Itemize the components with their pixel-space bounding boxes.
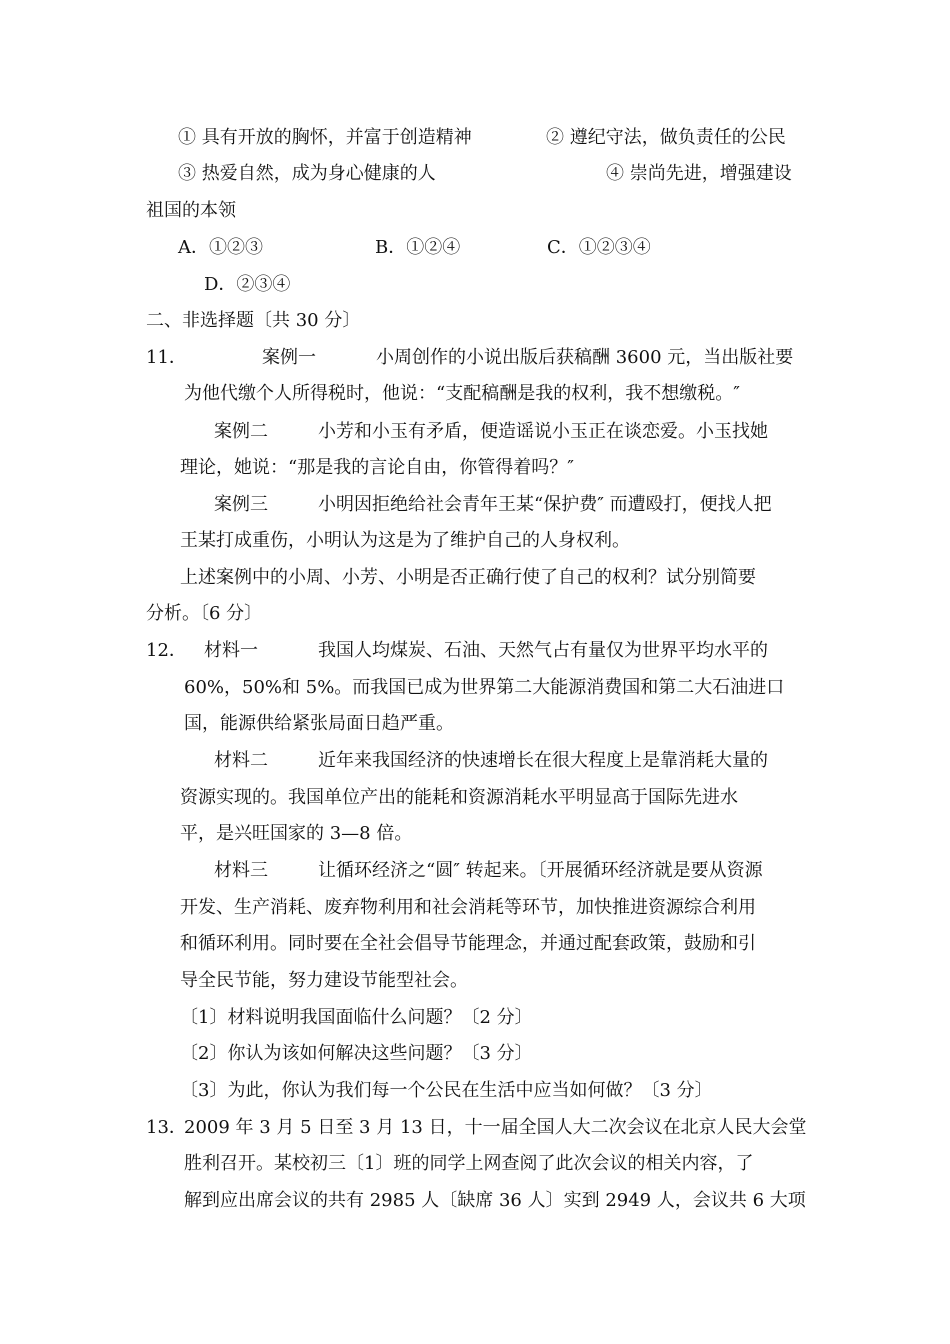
material-3-text: 让循环经济之“圆″ 转起来。〔开展循环经济就是要从资源 [318, 860, 763, 881]
case-2-text-2: 理论，她说：“那是我的言论自由，你管得着吗？″ [180, 457, 574, 478]
option-3: ③ 热爱自然，成为身心健康的人 [178, 163, 436, 184]
material-1-label: 材料一 [204, 640, 258, 661]
material-1-text-3: 国，能源供给紧张局面日趋严重。 [184, 713, 454, 734]
case-1-text-2: 为他代缴个人所得税时，他说：“支配稿酬是我的权利，我不想缴税。″ [184, 383, 740, 404]
case-2-text: 小芳和小玉有矛盾，便造谣说小玉正在谈恋爱。小玉找她 [318, 421, 768, 442]
material-2-text-3: 平，是兴旺国家的 3—8 倍。 [180, 823, 413, 844]
material-2-label: 材料二 [214, 750, 268, 771]
sub-question-1: 〔1〕材料说明我国面临什么问题？〔2 分〕 [180, 1007, 533, 1028]
choice-b: B．①②④ [375, 237, 461, 258]
material-3-label: 材料三 [214, 860, 268, 881]
case-1-label: 案例一 [262, 347, 316, 368]
option-4-continued: 祖国的本领 [146, 200, 236, 221]
case-3-text: 小明因拒绝给社会青年王某“保护费″ 而遭殴打，便找人把 [318, 494, 772, 515]
question-number-11: 11． [146, 347, 187, 368]
case-3-text-2: 王某打成重伤，小明认为这是为了维护自己的人身权利。 [180, 530, 630, 551]
choice-d: D．②③④ [204, 274, 291, 295]
case-1-text: 小周创作的小说出版后获稿酬 3600 元，当出版社要 [376, 347, 794, 368]
question-11-prompt-2: 分析。〔6 分〕 [146, 603, 263, 624]
sub-question-3: 〔3〕为此，你认为我们每一个公民在生活中应当如何做？〔3 分〕 [180, 1080, 713, 1101]
case-3-label: 案例三 [214, 494, 268, 515]
option-1: ① 具有开放的胸怀，并富于创造精神 [178, 127, 472, 148]
question-13-text-3: 解到应出席会议的共有 2985 人〔缺席 36 人〕实到 2949 人，会议共 6 大项 [184, 1190, 806, 1211]
material-3-text-3: 和循环利用。同时要在全社会倡导节能理念，并通过配套政策，鼓励和引 [180, 933, 756, 954]
choice-c: C．①②③④ [547, 237, 651, 258]
option-4: ④ 崇尚先进，增强建设 [606, 163, 792, 184]
question-13-text-2: 胜利召开。某校初三〔1〕班的同学上网查阅了此次会议的相关内容，了 [184, 1153, 754, 1174]
sub-question-2: 〔2〕你认为该如何解决这些问题？〔3 分〕 [180, 1043, 533, 1064]
material-1-text: 我国人均煤炭、石油、天然气占有量仅为世界平均水平的 [318, 640, 768, 661]
question-number-13: 13． [146, 1117, 187, 1138]
material-2-text: 近年来我国经济的快速增长在很大程度上是靠消耗大量的 [318, 750, 768, 771]
case-2-label: 案例二 [214, 421, 268, 442]
question-number-12: 12． [146, 640, 187, 661]
section-heading: 二、非选择题〔共 30 分〕 [146, 310, 361, 331]
question-13-text: 2009 年 3 月 5 日至 3 月 13 日，十一届全国人大二次会议在北京人民大会堂 [184, 1117, 807, 1138]
question-11-prompt: 上述案例中的小周、小芳、小明是否正确行使了自己的权利？试分别简要 [180, 567, 756, 588]
choice-a: A．①②③ [178, 237, 263, 258]
material-3-text-2: 开发、生产消耗、废弃物利用和社会消耗等环节，加快推进资源综合利用 [180, 897, 756, 918]
material-1-text-2: 60%，50%和 5%。而我国已成为世界第二大能源消费国和第二大石油进口 [184, 677, 785, 698]
material-2-text-2: 资源实现的。我国单位产出的能耗和资源消耗水平明显高于国际先进水 [180, 787, 738, 808]
option-2: ② 遵纪守法，做负责任的公民 [546, 127, 786, 148]
material-3-text-4: 导全民节能，努力建设节能型社会。 [180, 970, 468, 991]
